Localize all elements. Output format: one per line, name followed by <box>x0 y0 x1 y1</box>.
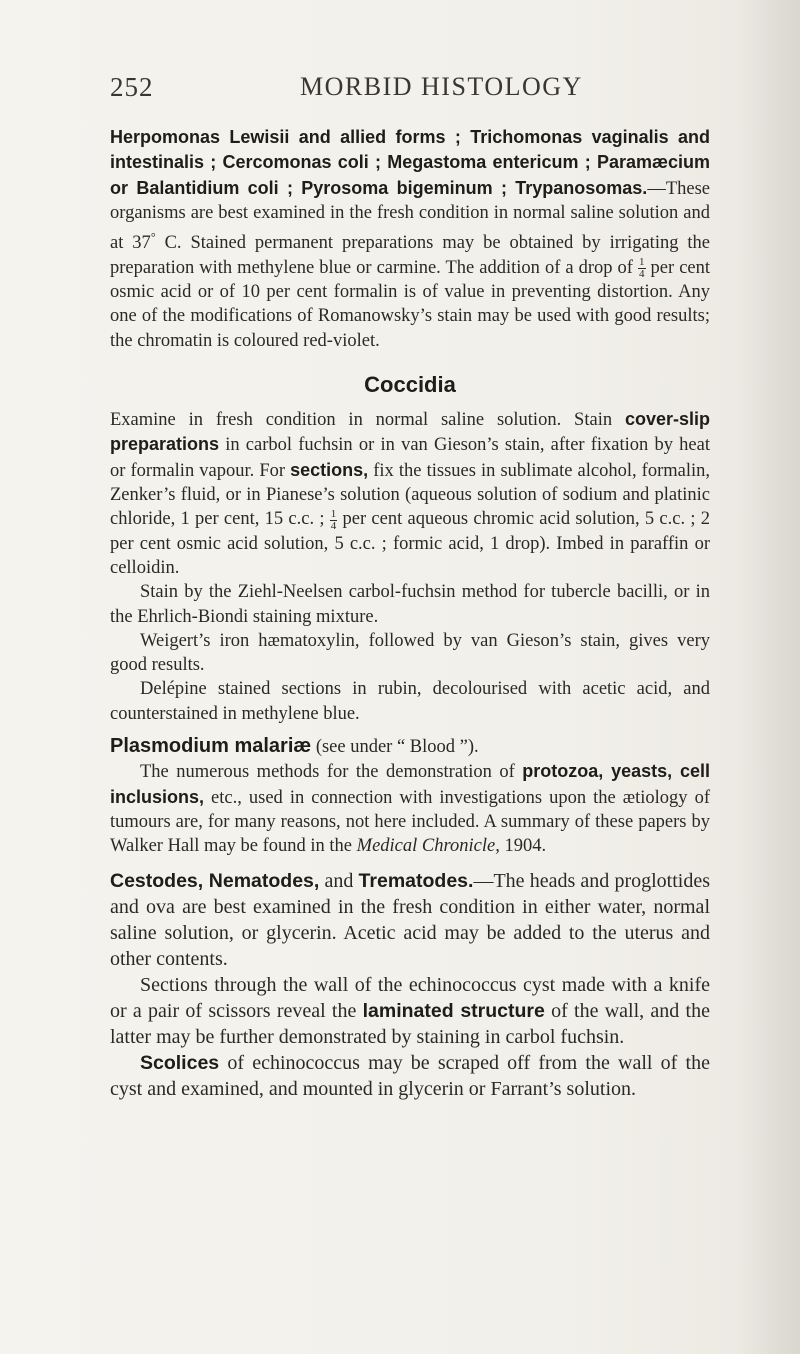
paragraph-text: of the wall, and the latter may be further demonstrated by staining in carbol fuchsin. <box>110 1000 710 1049</box>
paragraph-text: of echinococcus may be scraped off from the wall of the cyst and examined, and mounted in glycerin or Farrant’s solution. <box>110 1052 710 1101</box>
paragraph-text: —These organisms are best examined in the fresh condition in normal saline solution and at 37 <box>110 178 710 254</box>
fraction <box>638 257 646 280</box>
paragraph-echinococcus-sections <box>110 972 710 1050</box>
bold-term: laminated structure <box>362 1000 545 1023</box>
paragraph-coccidia-delepine: Delépine stained sections in rubin, decolourised with acetic acid, and counterstained in methylene blue. <box>110 679 710 724</box>
bold-term: protozoa, yeasts, cell inclusions, <box>110 761 710 807</box>
bold-term: Plasmodium malariæ <box>110 734 312 757</box>
bold-term-list: Herpomonas Lewisii and allied forms ; Trichomonas vaginalis and intestinalis ; Cercomonas coli ; Megastoma entericum ; Paramæcium or Balantidium coli ; Pyrosoma bigeminum ; Trypanosomas. <box>110 127 710 198</box>
bold-term: Cestodes, Nematodes, <box>110 870 320 893</box>
paragraph-plasmodium <box>110 734 710 759</box>
fraction-denominator: 4 <box>639 267 645 280</box>
paragraph-text: per cent aqueous chromic acid solution, 5 c.c. ; 2 per cent osmic acid solution, 5 c.c. ; formic acid, 1 drop). Imbed in paraffin or celloidin. <box>110 509 711 578</box>
paragraph-text: —The heads and proglottides and ova are best examined in the fresh condition in either water, normal saline solution, or glycerin. Acetic acid may be added to the uterus and other contents. <box>110 870 710 971</box>
paragraph-protozoa-forms <box>110 125 710 353</box>
paragraph-text: fix the tissues in sublimate alcohol, formalin, Zenker’s fluid, or in Pianese’s solution (aqueous solution of sodium and platinic chloride, 1 per cent, 15 c.c. ; <box>110 460 710 530</box>
paragraph-text: The numerous methods for the demonstration of <box>140 762 523 783</box>
degree-sign: ° <box>150 230 156 245</box>
bold-term: Trematodes. <box>358 870 474 893</box>
paragraph-text: 1904. <box>499 836 547 857</box>
paragraph-scolices <box>110 1050 710 1102</box>
running-head: MORBID HISTOLOGY <box>300 72 583 101</box>
page-number: 252 <box>110 72 154 102</box>
bold-term: sections, <box>290 459 369 480</box>
bold-term: cover-slip preparations <box>110 409 710 455</box>
bold-term: Scolices <box>140 1052 220 1075</box>
paragraph-coccidia-examine <box>110 407 710 580</box>
paragraph-coccidia-weigert: Weigert’s iron hæmatoxylin, followed by van Gieson’s stain, gives very good results. <box>110 630 710 676</box>
paragraph-protozoa-methods <box>110 759 710 858</box>
paragraph-text: Examine in fresh condition in normal saline solution. Stain <box>110 410 625 431</box>
section-heading-coccidia: Coccidia <box>364 371 456 397</box>
paragraph-text: in carbol fuchsin or in van Gieson’s stain, after fixation by heat or formalin vapour. For <box>110 435 710 481</box>
paragraph-text: etc., used in connection with investigations upon the ætiology of tumours are, for many reasons, not here included. A summary of these papers by Walker Hall may be found in the <box>110 787 710 857</box>
journal-title: Medical Chronicle, <box>356 836 500 857</box>
paragraph-cestodes <box>110 868 710 972</box>
paragraph-text: (see under “ Blood ”). <box>311 736 479 757</box>
paragraph-text: Sections through the wall of the echinococcus cyst made with a knife or a pair of scissors reveal the <box>110 974 710 1023</box>
paragraph-coccidia-stain: Stain by the Ziehl-Neelsen carbol-fuchsin method for tubercle bacilli, or in the Ehrlich-Biondi staining mixture. <box>110 582 710 627</box>
fraction-numerator: 1 <box>330 507 337 520</box>
paragraph-text: per cent osmic acid or of 10 per cent formalin is of value in preventing distortion. Any one of the modifications of Romanowsky’s stain may be used with good results; the chromatin is coloured red-violet. <box>110 257 711 351</box>
page-header <box>110 72 712 108</box>
fraction-denominator: 4 <box>330 519 337 532</box>
fraction-numerator: 1 <box>639 255 645 268</box>
paragraph-text: and <box>319 870 359 893</box>
page-body <box>110 125 710 1102</box>
paragraph-text: C. Stained permanent preparations may be obtained by irrigating the preparation with methylene blue or carmine. The addition of a drop of <box>110 233 711 278</box>
